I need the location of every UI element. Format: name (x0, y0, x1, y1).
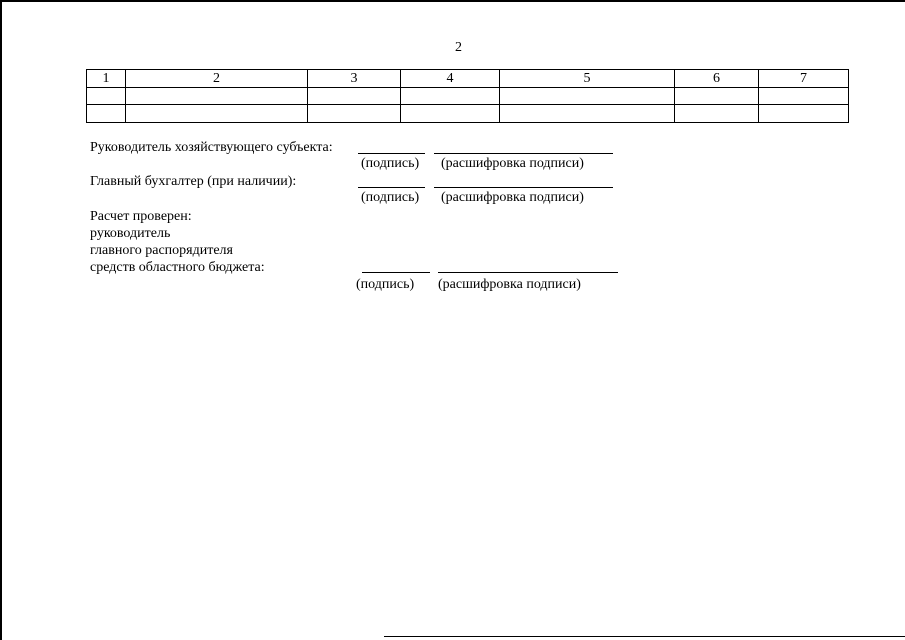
table-cell (126, 105, 308, 123)
head-decode-line[interactable] (434, 153, 613, 154)
form-table (86, 69, 849, 123)
checked-label: Расчет проверен: (90, 209, 192, 224)
head-decode-caption: (расшифровка подписи) (441, 156, 584, 171)
table-cell (87, 88, 126, 105)
table-header-cell: 5 (500, 70, 675, 88)
accountant-decode-line[interactable] (434, 187, 613, 188)
table-header-row (87, 70, 849, 88)
table-header-cell: 1 (87, 70, 126, 88)
checked-decode-caption: (расшифровка подписи) (438, 277, 581, 292)
checked-label-line4: средств областного бюджета: (90, 260, 265, 275)
table-header-cell: 3 (308, 70, 401, 88)
checked-label-line2: руководитель (90, 226, 171, 241)
table-header-cell: 4 (401, 70, 500, 88)
table-header-cell: 7 (759, 70, 849, 88)
accountant-signature-caption: (подпись) (361, 190, 420, 205)
checked-signature-caption: (подпись) (356, 277, 415, 292)
table-row (87, 105, 849, 123)
accountant-signature-line[interactable] (358, 187, 425, 188)
head-signature-caption: (подпись) (361, 156, 420, 171)
table-cell (500, 105, 675, 123)
table-row (87, 88, 849, 105)
accountant-signature-label: Главный бухгалтер (при наличии): (90, 174, 297, 189)
table-cell (759, 105, 849, 123)
checked-signature-line[interactable] (362, 272, 430, 273)
page-number: 2 (455, 40, 462, 55)
checked-decode-line[interactable] (438, 272, 618, 273)
checked-label-line3: главного распорядителя (90, 243, 233, 258)
head-signature-line[interactable] (358, 153, 425, 154)
table-cell (126, 88, 308, 105)
table-cell (759, 88, 849, 105)
table-cell (401, 88, 500, 105)
head-signature-label: Руководитель хозяйствующего субъекта: (90, 140, 333, 155)
table-cell (308, 88, 401, 105)
table-cell (308, 105, 401, 123)
table-header-cell: 2 (126, 70, 308, 88)
table-cell (675, 88, 759, 105)
table-cell (401, 105, 500, 123)
table-cell (500, 88, 675, 105)
page-bottom-rule (384, 636, 905, 637)
table-header-cell: 6 (675, 70, 759, 88)
table-cell (675, 105, 759, 123)
table-cell (87, 105, 126, 123)
accountant-decode-caption: (расшифровка подписи) (441, 190, 584, 205)
